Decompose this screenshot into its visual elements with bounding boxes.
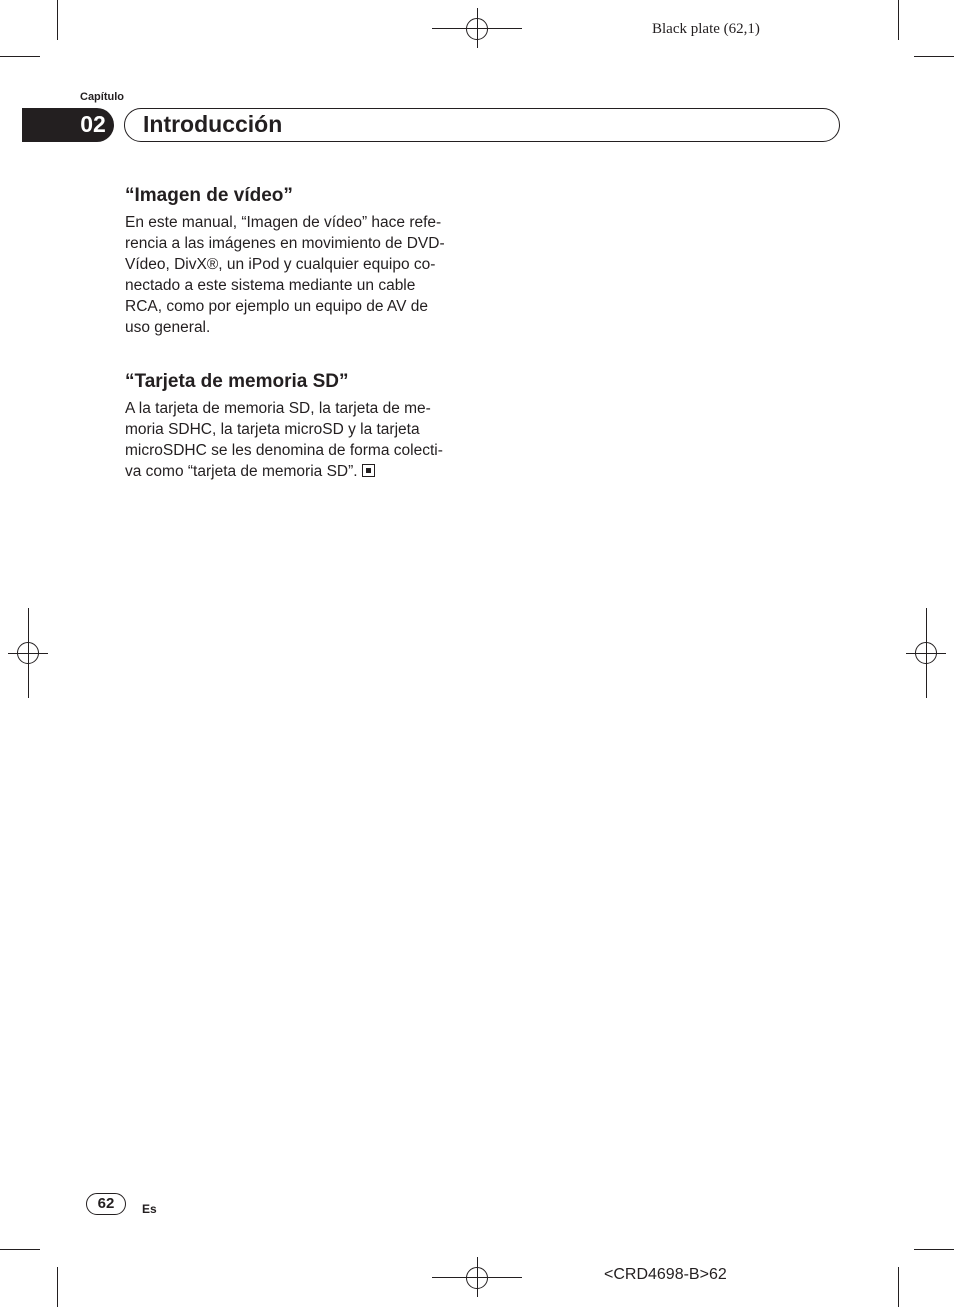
registration-mark-circle [17, 642, 39, 664]
registration-mark-circle [466, 18, 488, 40]
section-imagen-de-video [125, 184, 470, 338]
plate-info: Black plate (62,1) [652, 21, 760, 37]
section-body-text: A la tarjeta de memoria SD, la tarjeta de me- moria SDHC, la tarjeta microSD y la tarjeta microSDHC se les denomina de forma colecti- va como “tarjeta de memoria SD”. [125, 400, 443, 480]
section-heading: “Tarjeta de memoria SD” [125, 371, 349, 392]
end-of-section-icon [362, 464, 375, 477]
crop-mark [0, 1249, 40, 1250]
crop-mark [0, 56, 40, 57]
crop-mark [898, 0, 899, 40]
crop-mark [914, 56, 954, 57]
registration-mark-circle [466, 1267, 488, 1289]
section-tarjeta-de-memoria-sd [125, 370, 470, 482]
chapter-label: Capítulo [80, 91, 124, 103]
section-body [125, 398, 470, 482]
section-heading: “Imagen de vídeo” [125, 185, 293, 206]
section-body: En este manual, “Imagen de vídeo” hace refe- rencia a las imágenes en movimiento de DVD- Vídeo, DivX®, un iPod y cualquier equipo co- nectado a este sistema mediante un cable RCA, como por ejemplo un equipo de AV de uso general. [125, 214, 445, 336]
registration-mark-circle [915, 642, 937, 664]
crop-mark [898, 1267, 899, 1307]
language-code: Es [142, 1202, 157, 1216]
crop-mark [57, 1267, 58, 1307]
chapter-number: 02 [80, 111, 106, 137]
crop-mark [914, 1249, 954, 1250]
chapter-title: Introducción [143, 111, 283, 137]
document-code: <CRD4698-B>62 [604, 1266, 727, 1283]
crop-mark [57, 0, 58, 40]
page-number: 62 [97, 1195, 115, 1212]
